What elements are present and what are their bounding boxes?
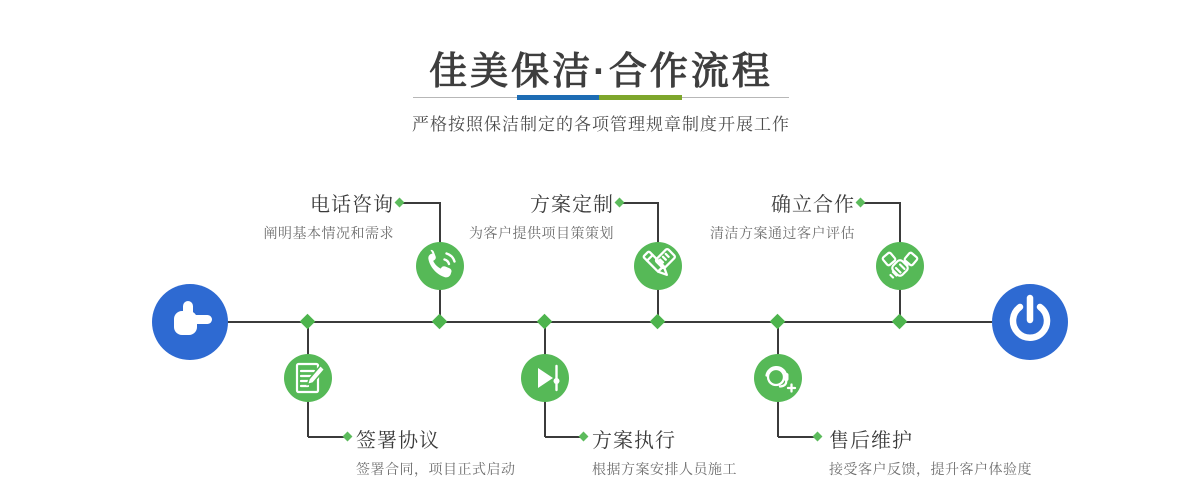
page-subtitle: 严格按照保洁制定的各项管理规章制度开展工作 <box>412 115 790 134</box>
step-node-confirm-cooperation <box>876 242 924 290</box>
step-node-sign-agreement <box>284 354 332 402</box>
step-label-plan-design <box>469 188 614 243</box>
label-diamond <box>813 432 823 442</box>
divider-blue-segment <box>517 95 599 100</box>
step-node-phone-consult <box>416 242 464 290</box>
end-node <box>992 284 1068 360</box>
start-node <box>152 284 228 360</box>
pencil-ruler-icon <box>634 242 682 290</box>
step-title: 方案执行 <box>592 430 676 452</box>
step-label-confirm-cooperation <box>710 188 855 243</box>
step-node-plan-execute <box>521 354 569 402</box>
step-label-phone-consult <box>264 188 395 243</box>
step-label-sign-agreement <box>356 424 516 479</box>
step-title: 售后维护 <box>829 430 913 452</box>
timeline-diamond <box>770 314 786 330</box>
step-desc: 清洁方案通过客户评估 <box>710 225 855 241</box>
step-desc: 为客户提供项目策策划 <box>469 225 614 241</box>
connector-line <box>402 202 440 204</box>
connector-line <box>622 202 658 204</box>
timeline-diamond <box>650 314 666 330</box>
step-title: 方案定制 <box>530 194 614 216</box>
step-desc: 接受客户反馈，提升客户体验度 <box>829 461 1032 477</box>
divider-green-segment <box>599 95 682 100</box>
connector-line <box>778 436 816 438</box>
contract-icon <box>284 354 332 402</box>
power-icon <box>992 284 1068 360</box>
label-diamond <box>343 432 353 442</box>
timeline-diamond <box>432 314 448 330</box>
timeline-diamond <box>537 314 553 330</box>
step-node-after-sales <box>754 354 802 402</box>
step-node-plan-design <box>634 242 682 290</box>
step-title: 签署协议 <box>356 430 440 452</box>
timeline-diamond <box>892 314 908 330</box>
label-diamond <box>395 198 405 208</box>
step-desc: 根据方案安排人员施工 <box>592 461 737 477</box>
label-diamond <box>856 198 866 208</box>
connector-line <box>545 436 583 438</box>
label-diamond <box>579 432 589 442</box>
timeline-diamond <box>300 314 316 330</box>
play-icon <box>521 354 569 402</box>
title-divider <box>413 97 789 98</box>
timeline-main-line <box>226 321 992 323</box>
step-title: 确立合作 <box>771 194 855 216</box>
step-label-after-sales <box>829 424 1032 479</box>
connector-line <box>863 202 900 204</box>
headset-icon <box>754 354 802 402</box>
handshake-icon <box>876 242 924 290</box>
phone-icon <box>416 242 464 290</box>
step-label-plan-execute <box>592 424 737 479</box>
page-title: 佳美保洁·合作流程 <box>429 51 773 93</box>
step-desc: 阐明基本情况和需求 <box>263 225 394 241</box>
step-desc: 签署合同，项目正式启动 <box>356 461 516 477</box>
connector-line <box>308 436 346 438</box>
step-title: 电话咨询 <box>310 194 394 216</box>
pointing-hand-icon <box>152 284 228 360</box>
label-diamond <box>615 198 625 208</box>
